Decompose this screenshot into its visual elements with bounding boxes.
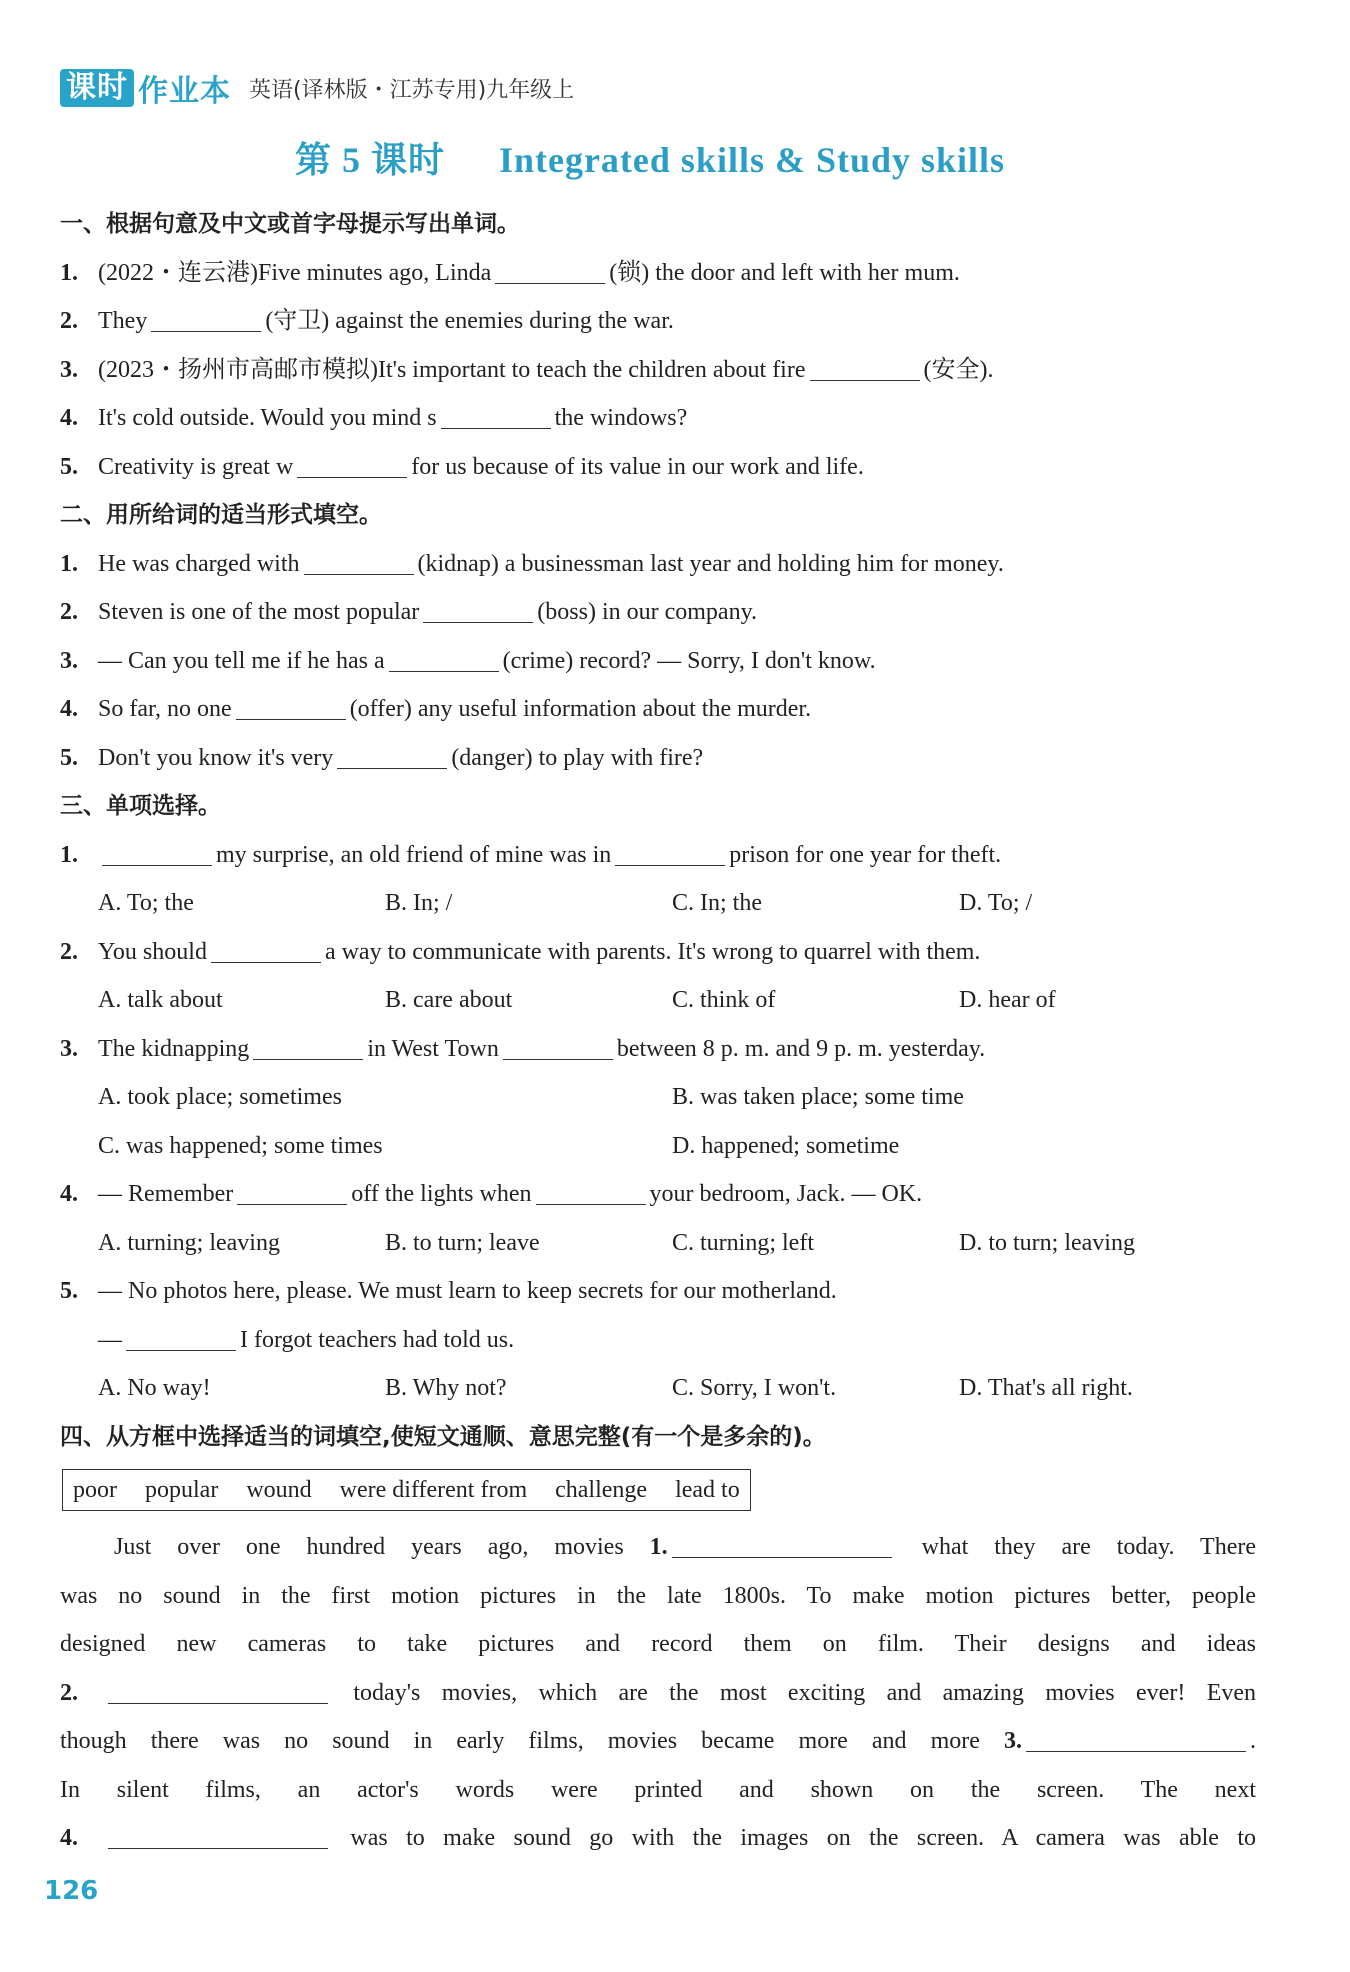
question-number: 5. xyxy=(60,1278,78,1304)
question-line xyxy=(60,831,1256,880)
question-text: your bedroom, Jack. — OK. xyxy=(649,1181,923,1207)
word-option: were different from xyxy=(339,1477,528,1503)
question-text: a way to communicate with parents. It's wrong to quarrel with them. xyxy=(324,938,981,965)
word-option: popular xyxy=(145,1477,219,1503)
question-line xyxy=(60,1267,1256,1316)
section-heading: 四、从方框中选择适当的词填空,使短文通顺、意思完整(有一个是多余的)。 xyxy=(60,1423,826,1450)
choice-row xyxy=(60,1364,1256,1413)
question-text: — xyxy=(98,1326,122,1353)
answer-blank[interactable] xyxy=(503,1033,613,1060)
choice-option[interactable]: B. to turn; leave xyxy=(385,1229,540,1256)
question-text: They xyxy=(98,308,148,334)
question-number: 3. xyxy=(60,647,78,674)
question-text: (danger) to play with fire? xyxy=(451,744,704,771)
word-box xyxy=(62,1469,751,1511)
choice-option[interactable]: A. No way! xyxy=(98,1375,211,1401)
question-text: So far, no one xyxy=(98,696,232,722)
answer-blank[interactable] xyxy=(389,645,499,672)
choice-option[interactable]: A. took place; sometimes xyxy=(98,1084,342,1110)
question-line xyxy=(60,685,1256,734)
answer-blank[interactable] xyxy=(237,1178,347,1205)
choice-option[interactable]: B. care about xyxy=(385,987,513,1013)
answer-blank[interactable] xyxy=(536,1178,646,1205)
question-text: (锁) the door and left with her mum. xyxy=(609,259,960,286)
lesson-topic: Integrated skills & Study skills xyxy=(498,140,1006,180)
question-number: 1. xyxy=(60,259,78,286)
question-line xyxy=(60,1025,1256,1074)
passage-line xyxy=(60,1669,1256,1718)
passage-line xyxy=(60,1766,1256,1815)
passage-text: In silent films, an actor's words were printed and shown on the screen. The next xyxy=(60,1776,1256,1803)
question-text: between 8 p. m. and 9 p. m. yesterday. xyxy=(616,1035,986,1062)
question-line xyxy=(60,1170,1256,1219)
blank-number: 3. xyxy=(1004,1728,1023,1754)
question-number: 2. xyxy=(60,599,78,625)
choice-row xyxy=(60,1122,1256,1171)
question-text: (boss) in our company. xyxy=(537,599,758,625)
choice-option[interactable]: A. To; the xyxy=(98,890,194,916)
passage-text: though there was no sound in early films, movies became more and more xyxy=(60,1728,980,1754)
question-number: 1. xyxy=(60,841,78,868)
page-number: 126 xyxy=(44,1876,99,1906)
choice-option[interactable]: C. was happened; some times xyxy=(98,1132,383,1159)
choice-row xyxy=(60,976,1256,1025)
question-text: for us because of its value in our work and life. xyxy=(411,453,864,480)
question-number: 2. xyxy=(60,938,78,965)
question-number: 4. xyxy=(60,696,78,722)
answer-blank[interactable] xyxy=(810,354,920,381)
choice-option[interactable]: D. to turn; leaving xyxy=(959,1229,1135,1256)
choice-option[interactable]: D. hear of xyxy=(959,987,1056,1013)
choice-option[interactable]: A. talk about xyxy=(98,987,223,1013)
answer-blank[interactable] xyxy=(108,1677,328,1704)
logo-badge: 课时 xyxy=(60,69,134,107)
answer-blank[interactable] xyxy=(297,451,407,478)
question-line xyxy=(60,734,1256,783)
question-text: It's cold outside. Would you mind s xyxy=(98,405,437,431)
answer-blank[interactable] xyxy=(108,1822,328,1849)
passage-text: Just over one hundred years ago, movies xyxy=(114,1534,624,1560)
answer-blank[interactable] xyxy=(441,402,551,429)
passage-text: was to make sound go with the images on the screen. A camera was able to xyxy=(350,1825,1256,1851)
question-text: the windows? xyxy=(554,405,688,431)
answer-blank[interactable] xyxy=(337,742,447,769)
passage-text: what they are today. There xyxy=(921,1534,1257,1560)
question-text: You should xyxy=(98,938,207,965)
choice-option[interactable]: B. Why not? xyxy=(385,1375,507,1401)
question-line xyxy=(60,394,1256,443)
choice-option[interactable]: C. think of xyxy=(672,987,776,1013)
lesson-title xyxy=(0,132,1300,183)
question-number: 3. xyxy=(60,356,78,383)
lesson-number: 第 5 课时 xyxy=(294,140,445,180)
question-line xyxy=(60,1316,1256,1365)
question-number: 1. xyxy=(60,550,78,577)
question-text: my surprise, an old friend of mine was in xyxy=(216,841,612,868)
passage-text: was no sound in the first motion pictures in the late 1800s. To make motion pictures better, people xyxy=(60,1582,1256,1609)
question-text: off the lights when xyxy=(351,1181,532,1207)
question-text: (安全). xyxy=(923,356,994,383)
word-option: poor xyxy=(73,1477,117,1503)
section-heading: 一、根据句意及中文或首字母提示写出单词。 xyxy=(60,211,520,237)
choice-option[interactable]: B. In; / xyxy=(385,890,453,916)
word-option: lead to xyxy=(675,1477,740,1503)
word-option: wound xyxy=(246,1477,312,1503)
question-text: in West Town xyxy=(367,1035,499,1062)
question-text: I forgot teachers had told us. xyxy=(240,1326,515,1353)
answer-blank[interactable] xyxy=(126,1324,236,1351)
question-line xyxy=(60,443,1256,492)
question-number: 4. xyxy=(60,1181,78,1207)
question-text: (kidnap) a businessman last year and holding him for money. xyxy=(417,550,1004,577)
question-line xyxy=(60,588,1256,637)
answer-blank[interactable] xyxy=(1026,1725,1246,1752)
page-header xyxy=(60,66,574,110)
question-text: (crime) record? — Sorry, I don't know. xyxy=(502,647,876,674)
passage-line xyxy=(60,1814,1256,1863)
question-text: Don't you know it's very xyxy=(98,744,334,771)
question-text: (2022・连云港)Five minutes ago, Linda xyxy=(98,259,492,286)
choice-row xyxy=(60,879,1256,928)
question-text: — Remember xyxy=(98,1181,234,1207)
question-number: 5. xyxy=(60,453,78,480)
answer-blank[interactable] xyxy=(423,596,533,623)
passage-line xyxy=(60,1572,1256,1621)
question-line xyxy=(60,540,1256,589)
blank-number: 2. xyxy=(60,1679,78,1706)
blank-number: 1. xyxy=(649,1534,668,1560)
answer-blank[interactable] xyxy=(102,839,212,866)
answer-blank[interactable] xyxy=(253,1033,363,1060)
section-heading: 二、用所给词的适当形式填空。 xyxy=(60,502,382,528)
answer-blank[interactable] xyxy=(211,936,321,963)
choice-row xyxy=(60,1073,1256,1122)
question-text: Steven is one of the most popular xyxy=(98,599,420,625)
answer-blank[interactable] xyxy=(236,693,346,720)
choice-option[interactable]: C. In; the xyxy=(672,890,762,916)
passage-text: today's movies, which are the most exciting and amazing movies ever! Even xyxy=(353,1679,1256,1706)
choice-option[interactable]: B. was taken place; some time xyxy=(672,1084,964,1110)
question-number: 3. xyxy=(60,1035,78,1062)
question-line xyxy=(60,249,1256,298)
question-line xyxy=(60,297,1256,346)
question-number: 5. xyxy=(60,744,78,771)
question-number: 4. xyxy=(60,405,78,431)
answer-blank[interactable] xyxy=(151,305,261,332)
question-number: 2. xyxy=(60,308,78,334)
question-text: Creativity is great w xyxy=(98,453,294,480)
book-subject: 英语(译林版・江苏专用)九年级上 xyxy=(249,77,575,103)
answer-blank[interactable] xyxy=(672,1531,892,1558)
question-line xyxy=(60,637,1256,686)
passage-text: designed new cameras to take pictures and record them on film. Their designs and ideas xyxy=(60,1631,1256,1657)
question-text: — Can you tell me if he has a xyxy=(98,647,385,674)
choice-row xyxy=(60,1219,1256,1268)
choice-option[interactable]: D. happened; sometime xyxy=(672,1132,900,1159)
question-text: The kidnapping xyxy=(98,1035,250,1062)
answer-blank[interactable] xyxy=(615,839,725,866)
question-line xyxy=(60,928,1256,977)
choice-option[interactable]: C. turning; left xyxy=(672,1229,814,1256)
section-heading: 三、单项选择。 xyxy=(60,793,221,819)
answer-blank[interactable] xyxy=(304,548,414,575)
logo-text: 作业本 xyxy=(138,74,231,109)
passage-line xyxy=(60,1523,1256,1572)
question-line xyxy=(60,346,1256,395)
passage-line xyxy=(60,1620,1256,1669)
question-text: (2023・扬州市高邮市模拟)It's important to teach the children about fire xyxy=(98,356,806,383)
choice-option[interactable]: C. Sorry, I won't. xyxy=(672,1375,837,1401)
blank-number: 4. xyxy=(60,1825,78,1851)
word-option: challenge xyxy=(555,1477,648,1503)
question-text: (守卫) against the enemies during the war. xyxy=(265,308,674,334)
passage-line: though there was no sound in early films, movies became more and more 3. . xyxy=(60,1717,1256,1766)
exercise-content xyxy=(60,200,1256,1863)
answer-blank[interactable] xyxy=(495,257,605,284)
passage xyxy=(60,1523,1256,1863)
question-text: (offer) any useful information about the murder. xyxy=(349,696,812,722)
question-text: He was charged with xyxy=(98,550,300,577)
choice-option[interactable]: D. To; / xyxy=(959,890,1033,916)
question-text: — No photos here, please. We must learn to keep secrets for our motherland. xyxy=(98,1278,837,1304)
choice-option[interactable]: A. turning; leaving xyxy=(98,1229,280,1256)
choice-option[interactable]: D. That's all right. xyxy=(959,1375,1133,1401)
question-text: prison for one year for theft. xyxy=(729,841,1002,868)
